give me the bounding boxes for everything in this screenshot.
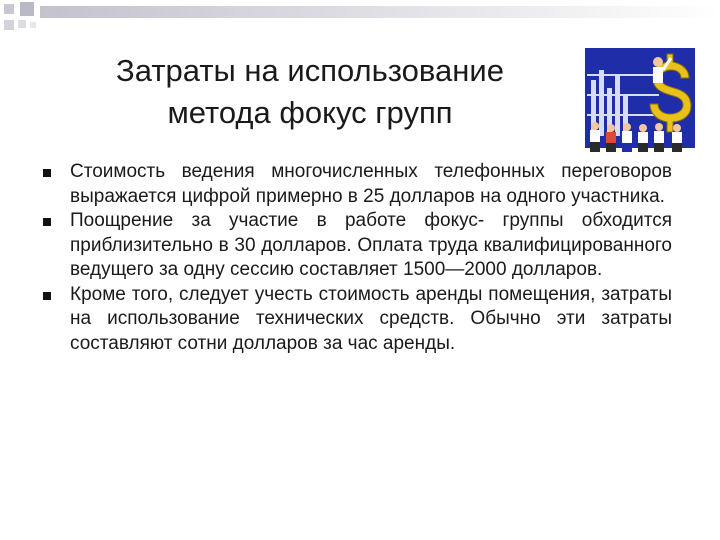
square-bullet-icon: [43, 292, 51, 300]
bullet-item: [40, 283, 672, 357]
slide-title: [40, 50, 580, 134]
title-line-1: Затраты на использование: [116, 53, 504, 88]
bullet-item: [40, 160, 672, 209]
bullet-item: [40, 209, 672, 283]
bullet-text: Кроме того, следует учесть стоимость аренды помещения, затраты на использование технических средств. Обычно эти затраты составляют сотни долларов за час аренды.: [70, 283, 672, 354]
title-line-2: метода фокус групп: [167, 95, 453, 130]
square-bullet-icon: [43, 169, 51, 177]
bullet-list: [40, 160, 672, 356]
bullet-text: Поощрение за участие в работе фокус- группы обходится приблизительно в 30 долларов. Оплата труда квалифицированного ведущего за одну сессию составляет 1500—2000 долларов.: [70, 210, 672, 280]
corner-squares-decoration: [0, 0, 720, 40]
business-people-dollar-icon: [585, 48, 695, 153]
square-bullet-icon: [43, 218, 51, 226]
bullet-text: Стоимость ведения многочисленных телефонных переговоров выражается цифрой примерно в 25 долларов на одного участника.: [70, 161, 672, 207]
